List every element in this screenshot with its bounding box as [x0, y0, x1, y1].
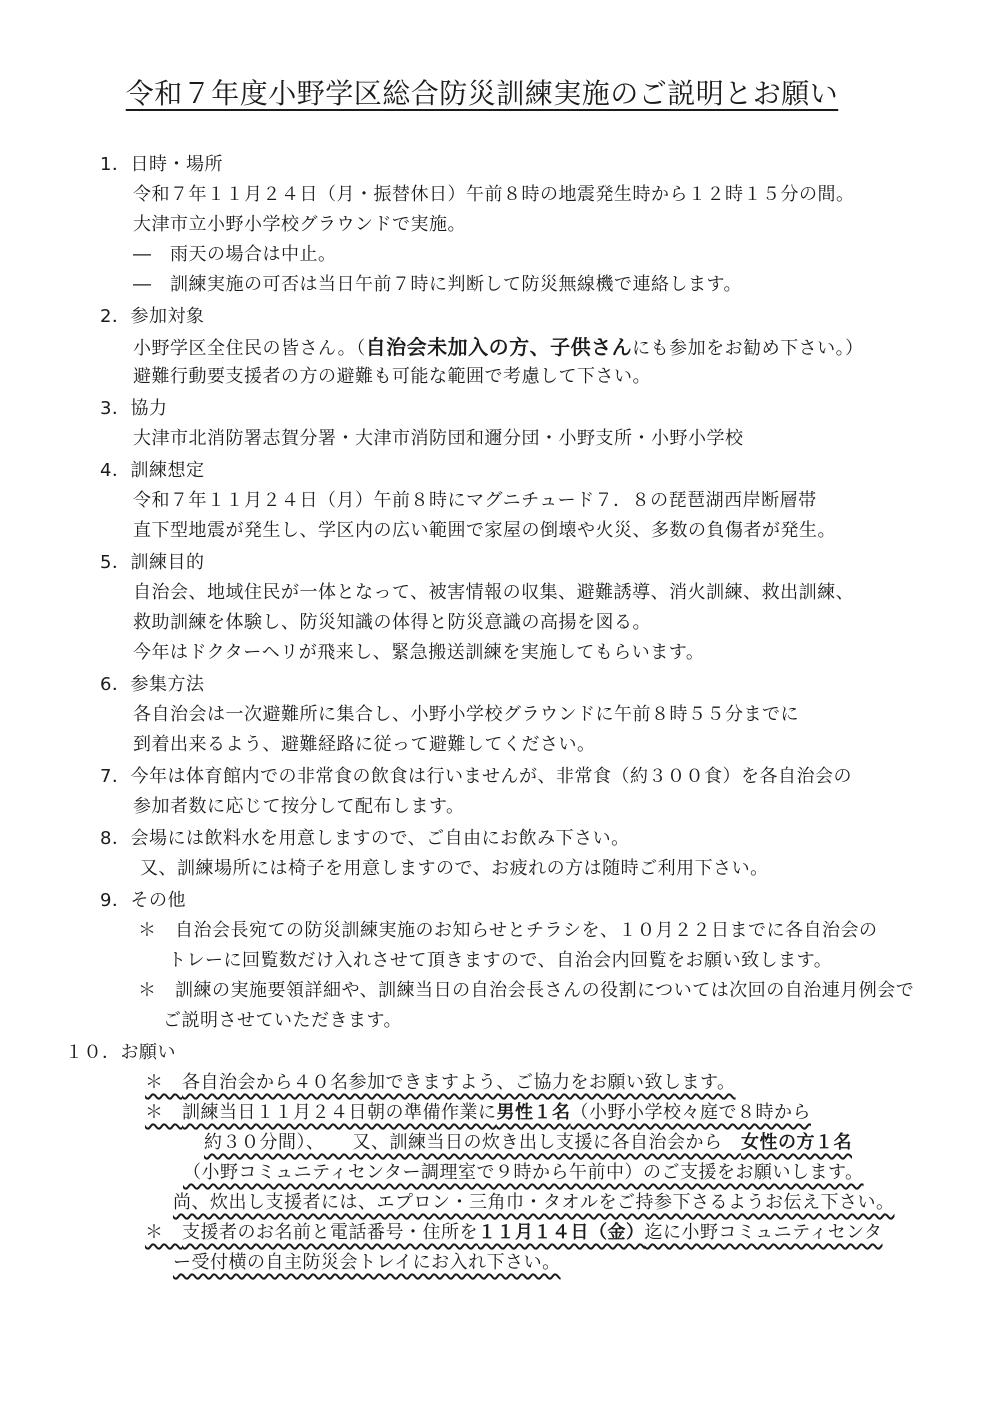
- title-row: [0, 0, 1000, 112]
- section-1-datetime-place: [0, 150, 1000, 300]
- section-3-cooperation: [0, 394, 1000, 454]
- asterisk-mark: ＊: [145, 1222, 182, 1243]
- item-10-bullet-3-line-2: ー受付横の自主防災会トレイにお入れ下さい。: [173, 1252, 561, 1273]
- item-1-dash-note-decision: [133, 270, 1000, 300]
- item-7-number: 7．: [100, 766, 131, 787]
- asterisk-mark: ＊: [145, 1072, 182, 1093]
- item-4-line-2: 直下型地震が発生し、学区内の広い範囲で家屋の倒壊や火災、多数の負傷者が発生。: [133, 520, 836, 541]
- dash-mark: ―: [133, 244, 170, 265]
- item-9-number: 9．: [100, 890, 131, 911]
- item-2-line-1-bold: 自治会未加入の方、子供さん: [365, 335, 633, 359]
- item-10-heading: [65, 1038, 1000, 1068]
- section-4-scenario: [0, 456, 1000, 546]
- item-2-number: 2．: [100, 306, 131, 327]
- item-6-line-1: 各自治会は一次避難所に集合し、小野小学校グラウンドに午前８時５５分までに: [133, 704, 799, 725]
- item-4-number: 4．: [100, 460, 131, 481]
- item-8-line-1: [100, 824, 1000, 854]
- item-8-line-1-text: 会場には飲料水を用意しますので、ご自由にお飲み下さい。: [130, 828, 630, 849]
- item-10-bullet-3-line-1: [145, 1218, 1000, 1248]
- item-2-line-2: 避難行動要支援者の方の避難も可能な範囲で考慮して下さい。: [133, 366, 651, 387]
- bold-male-one-person: 男性１名: [496, 1102, 571, 1123]
- item-10-bullet-2-line-4: 尚、炊出し支援者には、エプロン・三角巾・タオルをご持参下さるようお伝え下さい。: [173, 1192, 895, 1213]
- item-1-heading-label: 日時・場所: [130, 154, 223, 175]
- item-9-bullet-2-text: 訓練の実施要領詳細や、訓練当日の自治会長さんの役割については次回の自治連月例会で: [175, 980, 915, 1001]
- item-7-line-2: 参加者数に応じて按分して配布します。: [133, 796, 465, 817]
- item-5-number: 5．: [100, 552, 131, 573]
- item-10-bullet-2-line-1-pre: 訓練当日１１月２４日朝の準備作業に: [182, 1102, 497, 1123]
- item-5-line-1: 自治会、地域住民が一体となって、被害情報の収集、避難誘導、消火訓練、救出訓練、: [133, 582, 855, 603]
- dash-note-rain-text: 雨天の場合は中止。: [170, 244, 337, 265]
- item-2-heading: [100, 302, 1000, 332]
- section-10-requests: [0, 1038, 1000, 1278]
- item-10-bullet-1-text: 各自治会から４０名参加できますよう、ご協力をお願い致します。: [182, 1072, 736, 1093]
- item-9-heading: [100, 886, 1000, 916]
- item-1-number: 1．: [100, 154, 131, 175]
- item-2-line-1-post: にも参加をお勧め下さい。）: [632, 338, 864, 359]
- item-1-line-2: 大津市立小野小学校グラウンドで実施。: [133, 214, 466, 235]
- section-6-assembly: [0, 670, 1000, 760]
- item-10-heading-label: お願い: [120, 1042, 176, 1063]
- item-10-bullet-2-line-3: （小野コミュニティセンター調理室で９時から午前中）のご支援をお願いします。: [183, 1162, 864, 1183]
- item-10-bullet-3-line-1-post: 迄に小野コミュニティセンタ: [644, 1222, 883, 1243]
- item-10-number: １０．: [65, 1042, 121, 1063]
- item-2-line-1: [133, 332, 1000, 362]
- item-5-heading-label: 訓練目的: [130, 552, 205, 573]
- item-5-heading: [100, 548, 1000, 578]
- item-9-bullet-2-line-2: ご説明させていただきます。: [163, 1010, 403, 1031]
- item-10-bullet-3-line-1-pre: 支援者のお名前と電話番号・住所を: [182, 1222, 478, 1243]
- item-1-line-1: 令和７年１１月２４日（月・振替休日）午前８時の地震発生時から１２時１５分の間。: [133, 184, 855, 205]
- section-2-participants: [0, 302, 1000, 392]
- item-6-heading: [100, 670, 1000, 700]
- item-5-line-3: 今年はドクターヘリが飛来し、緊急搬送訓練を実施してもらいます。: [133, 642, 705, 663]
- item-3-heading: [100, 394, 1000, 424]
- item-1-heading: [100, 150, 1000, 180]
- item-6-number: 6．: [100, 674, 131, 695]
- section-7-emergency-food: [0, 762, 1000, 822]
- item-3-heading-label: 協力: [130, 398, 168, 419]
- item-8-line-2: 又、訓練場所には椅子を用意しますので、お疲れの方は随時ご利用下さい。: [140, 858, 769, 879]
- item-9-bullet-2-line-1: [138, 976, 1000, 1006]
- item-4-heading: [100, 456, 1000, 486]
- dash-mark: ―: [133, 274, 170, 295]
- item-10-bullet-2-line-1-post: （小野小学校々庭で８時から: [570, 1102, 811, 1123]
- item-9-bullet-1-text: 自治会長宛ての防災訓練実施のお知らせとチラシを、１０月２２日までに各自治会の: [175, 920, 878, 941]
- item-2-heading-label: 参加対象: [130, 306, 205, 327]
- item-2-line-1-pre: 小野学区全住民の皆さん。（: [133, 338, 366, 359]
- item-9-heading-label: その他: [130, 890, 186, 911]
- asterisk-mark: ＊: [138, 980, 175, 1001]
- bold-deadline-date: １１月１４日（金）: [478, 1222, 645, 1243]
- item-7-line-1-text: 今年は体育館内での非常食の飲食は行いませんが、非常食（約３００食）を各自治会の: [130, 766, 852, 787]
- item-3-line-1: 大津市北消防署志賀分署・大津市消防団和邇分団・小野支所・小野小学校: [133, 428, 744, 449]
- item-7-line-1: [100, 762, 1000, 792]
- document-body: [0, 150, 1000, 1278]
- section-9-others: [0, 886, 1000, 1036]
- item-10-bullet-1: [145, 1068, 1000, 1098]
- asterisk-mark: ＊: [145, 1102, 182, 1123]
- item-3-number: 3．: [100, 398, 131, 419]
- item-6-line-2: 到着出来るよう、避難経路に従って避難してください。: [133, 734, 596, 755]
- item-10-bullet-2-line-1: [145, 1098, 1000, 1128]
- item-9-bullet-1-line-1: [138, 916, 1000, 946]
- item-5-line-2: 救助訓練を体験し、防災知識の体得と防災意識の高揚を図る。: [133, 612, 651, 633]
- item-1-dash-note-rain: [133, 240, 1000, 270]
- item-9-bullet-1-line-2: トレーに回覧数だけ入れさせて頂きますので、自治会内回覧をお願い致します。: [168, 950, 833, 971]
- section-5-purpose: [0, 548, 1000, 668]
- item-10-bullet-2-line-2-pre: 約３０分間）、 又、訓練当日の炊き出し支援に各自治会から: [204, 1132, 741, 1153]
- section-8-drinking-water: [0, 824, 1000, 884]
- bold-female-one-person: 女性の方１名: [741, 1132, 852, 1153]
- item-10-bullet-2-line-2: [204, 1128, 1000, 1158]
- item-4-line-1: 令和７年１１月２４日（月）午前８時にマグニチュード７．８の琵琶湖西岸断層帯: [133, 490, 817, 511]
- item-8-number: 8．: [100, 828, 131, 849]
- dash-note-decision-text: 訓練実施の可否は当日午前７時に判断して防災無線機で連絡します。: [170, 274, 743, 295]
- document-title: 令和７年度小野学区総合防災訓練実施のご説明とお願い: [125, 77, 839, 110]
- item-4-heading-label: 訓練想定: [130, 460, 205, 481]
- asterisk-mark: ＊: [138, 920, 175, 941]
- item-6-heading-label: 参集方法: [130, 674, 205, 695]
